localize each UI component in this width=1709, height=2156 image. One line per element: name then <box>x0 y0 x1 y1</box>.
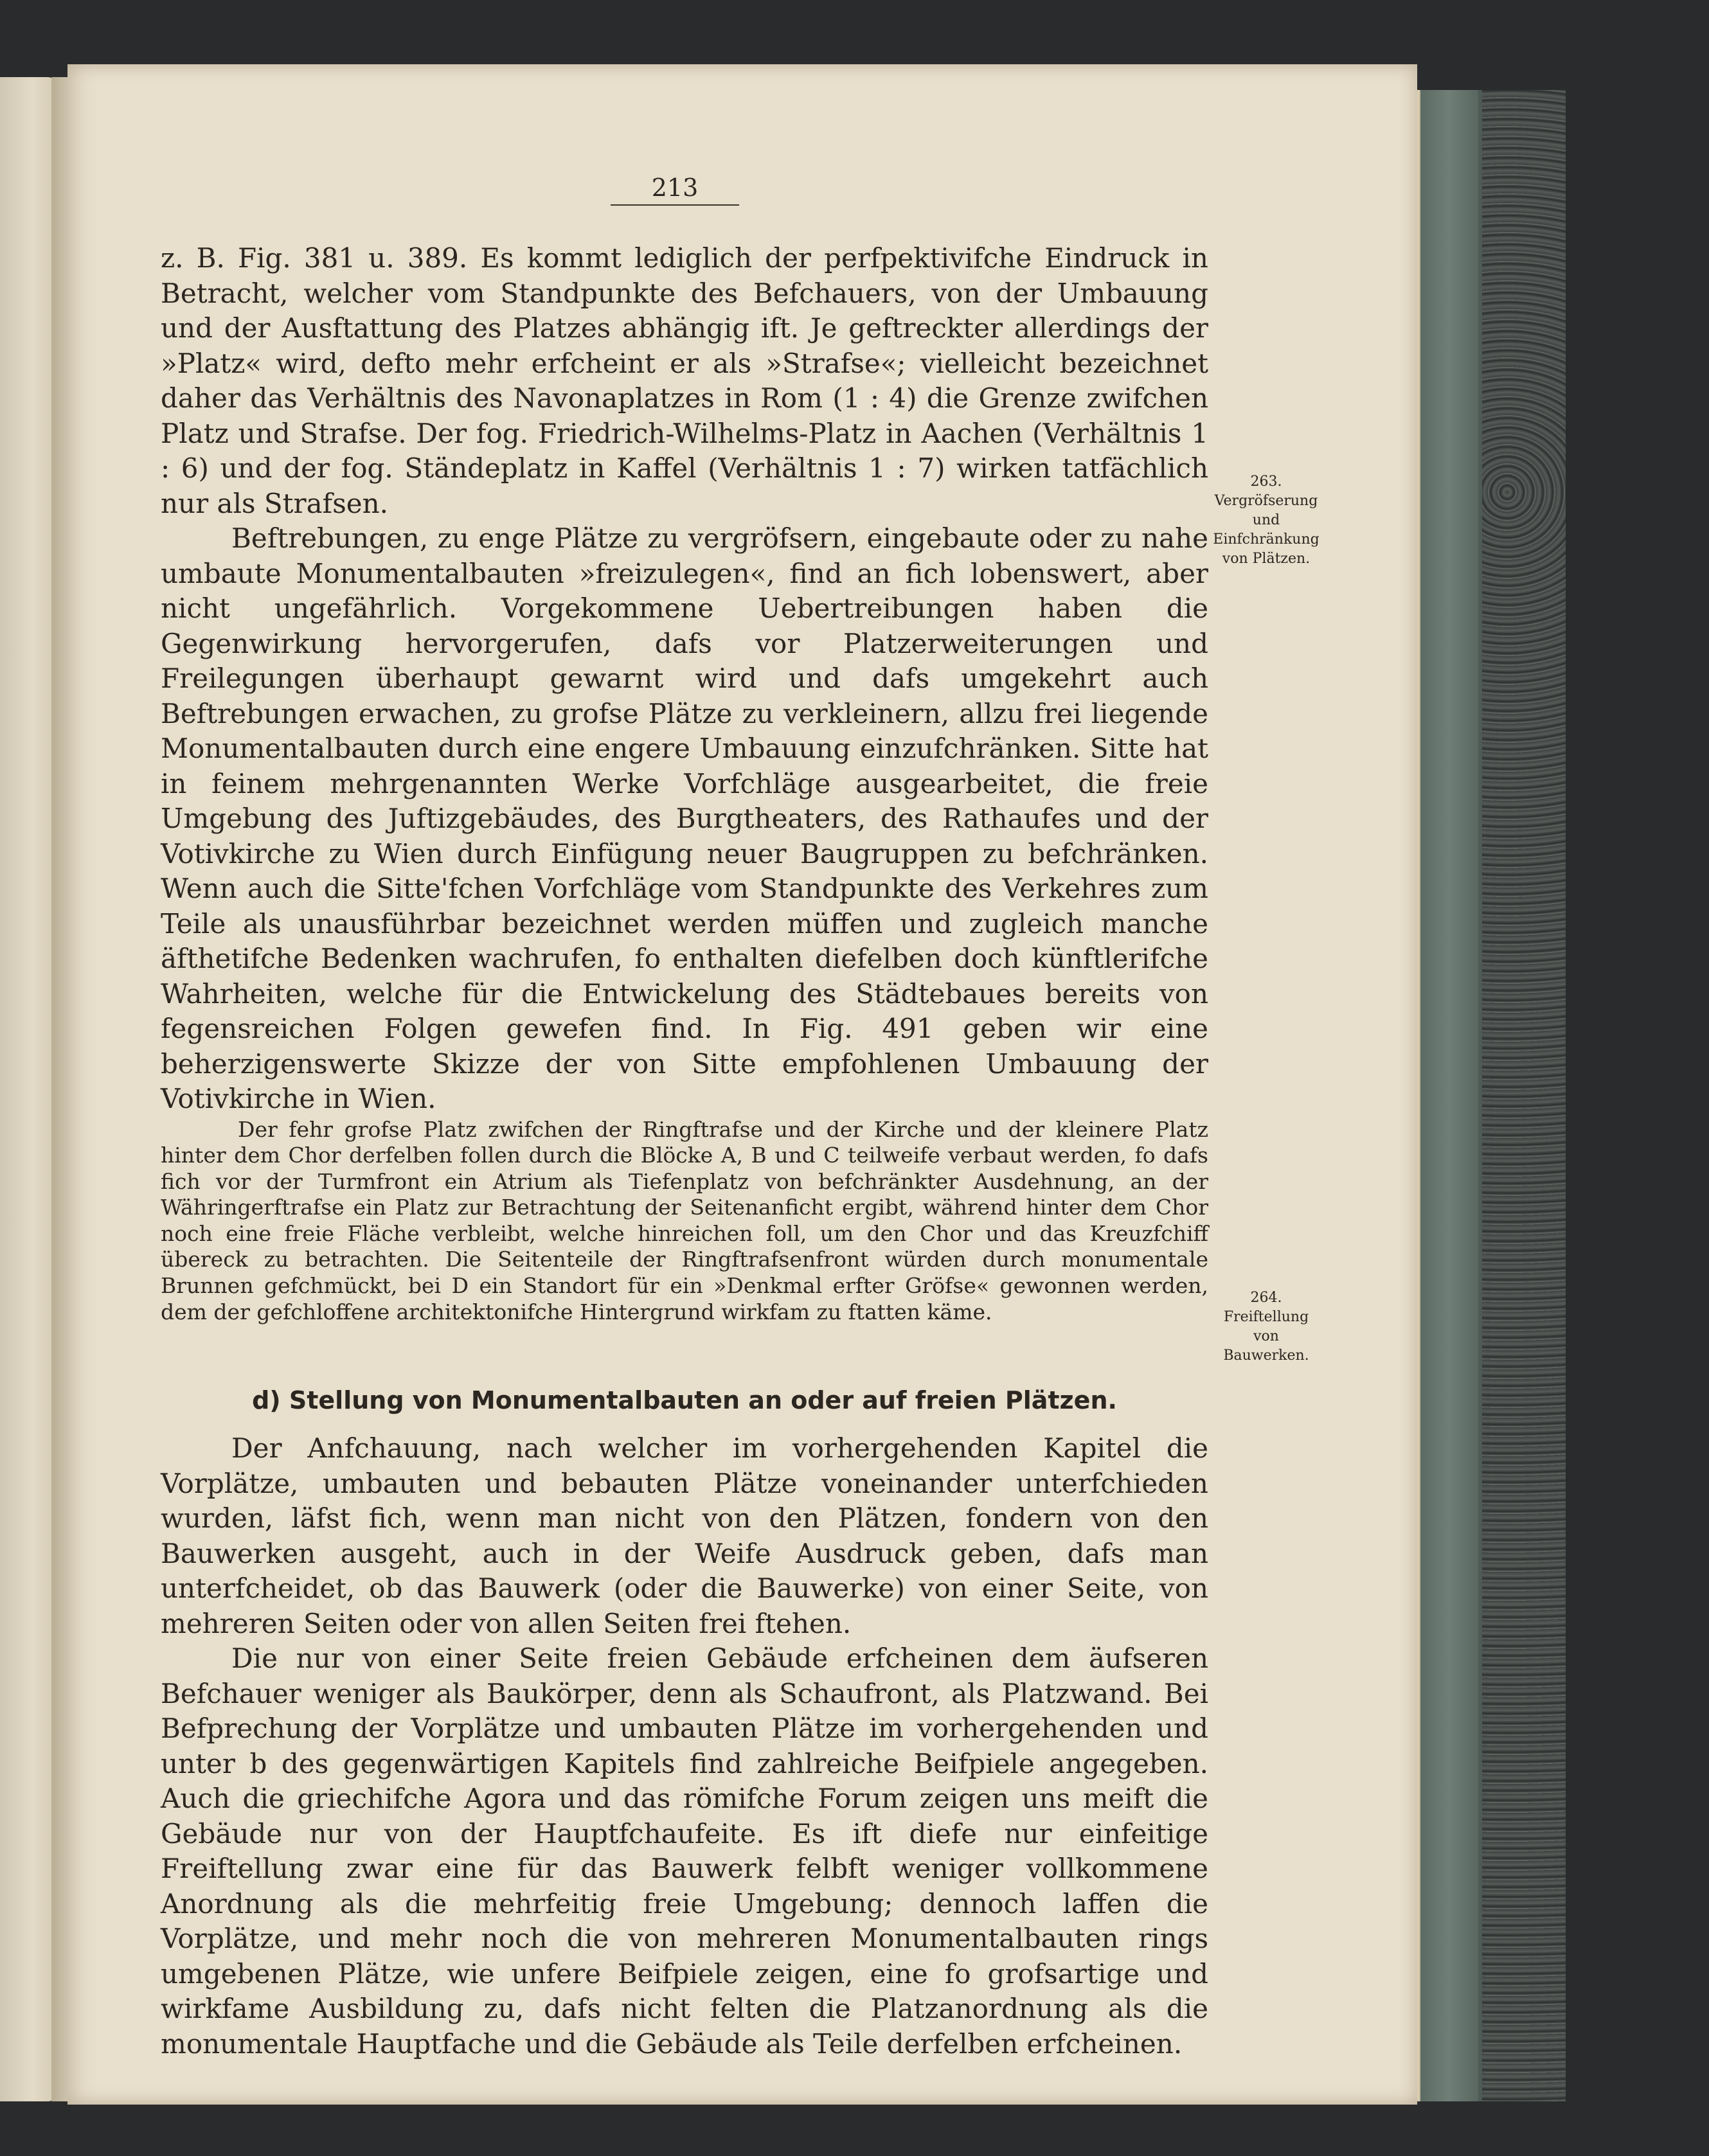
page-number: 213 <box>611 174 739 206</box>
section-heading: d) Stellung von Monumentalbauten an oder auf freien Plätzen. <box>252 1386 1117 1415</box>
previous-page-edge <box>0 77 55 2101</box>
margin-note-263-line2: und <box>1252 512 1280 528</box>
margin-note-264-line1: Freiftellung <box>1223 1309 1309 1325</box>
margin-note-263-number: 263. <box>1250 474 1282 490</box>
marbled-cover <box>1478 90 1566 2101</box>
paragraph-2: Beftrebungen, zu enge Plätze zu vergröfsern, eingebaute oder zu nahe umbaute Monumentalbauten »freizulegen«, find an fich lobenswert, aber nicht ungefährlich. Vorgekommene Uebertreibungen haben die Gegenwirkung hervorgerufen, dafs vor Platzerweiterungen und Freilegungen überhaupt gewarnt wird und dafs umgekehrt auch Beftrebungen erwachen, zu grofse Plätze zu verkleinern, allzu frei liegende Monumentalbauten durch eine engere Umbauung einzufchränken. Sitte hat in feinem mehrgenannten Werke Vorfchläge ausgearbeitet, die freie Umgebung des Juftizgebäudes, des Burgtheaters, des Rathaufes und der Votivkirche zu Wien durch Einfügung neuer Baugruppen zu befchränken. Wenn auch die Sitte'fchen Vorfchläge vom Standpunkte des Verkehres zum Teile als unausführbar bezeichnet werden müffen und zugleich manche äfthetifche Bedenken wachrufen, fo enthalten diefelben doch künftlerifche Wahrheiten, welche für die Entwickelung des Städtebaues bereits von fegensreichen Folgen gewefen find. In Fig. 491 geben wir eine beherzigenswerte Skizze der von Sitte empfohlenen Umbauung der Votivkirche in Wien. <box>161 522 1208 1114</box>
margin-note-264 <box>1202 1288 1330 1366</box>
paragraph-1: z. B. Fig. 381 u. 389. Es kommt lediglich der perfpektivifche Eindruck in Betracht, welcher vom Standpunkte des Befchauers, von der Umbauung und der Ausftattung des Platzes abhängig ift. Je geftreckter allerdings der »Platz« wird, defto mehr erfcheint er als »Strafse«; vielleicht bezeichnet daher das Verhältnis des Navonaplatzes in Rom (1 : 4) die Grenze zwifchen Platz und Strafse. Der fog. Friedrich-Wilhelms-Platz in Aachen (Verhältnis 1 : 6) und der fog. Ständeplatz in Kaffel (Verhältnis 1 : 7) wirken tatfächlich nur als Strafsen. <box>161 242 1208 519</box>
margin-note-263-line4: von Plätzen. <box>1222 551 1311 567</box>
margin-note-264-line2: von <box>1253 1328 1279 1344</box>
margin-note-263-line3: Einfchränkung <box>1213 531 1320 548</box>
margin-note-264-number: 264. <box>1250 1290 1282 1306</box>
main-text <box>161 167 1208 2062</box>
margin-note-264-line3: Bauwerken. <box>1223 1348 1309 1364</box>
paragraph-3: Der Anfchauung, nach welcher im vorhergehenden Kapitel die Vorplätze, umbauten und bebauten Plätze voneinander unterfchieden wurden, läfst fich, wenn man nicht von den Plätzen, fondern von den Bauwerken ausgeht, auch in der Weife Ausdruck geben, dafs man unterfcheidet, ob das Bauwerk (oder die Bauwerke) von einer Seite, von mehreren Seiten oder von allen Seiten frei ftehen. <box>161 1432 1208 1639</box>
paragraph-4: Die nur von einer Seite freien Gebäude erfcheinen dem äufseren Befchauer weniger als Baukörper, denn als Schaufront, als Platzwand. Bei Befprechung der Vorplätze und umbauten Plätze im vorhergehenden und unter b des gegenwärtigen Kapitels find zahlreiche Beifpiele angegeben. Auch die griechifche Agora und das römifche Forum zeigen uns meift die Gebäude nur von der Hauptfchaufeite. Es ift diefe nur einfeitige Freiftellung zwar eine für das Bauwerk felbft weniger vollkommene Anordnung als die mehrfeitig freie Umgebung; dennoch laffen die Vorplätze, und mehr noch die von mehreren Monumentalbauten rings umgebenen Plätze, wie unfere Beifpiele zeigen, eine fo grofsartige und wirkfame Ausbildung zu, dafs nicht felten die Platzanordnung als die monumentale Hauptfache und die Gebäude als Teile derfelben erfcheinen. <box>161 1643 1208 2060</box>
margin-note-263-line1: Vergröfserung <box>1214 493 1318 509</box>
figure-description: Der fehr grofse Platz zwifchen der Ringftrafse und der Kirche und der kleinere Platz hinter dem Chor derfelben follen durch die Blöcke A, B und C teilweife verbaut werden, fo dafs fich vor der Turmfront ein Atrium als Tiefenplatz von befchränkter Ausdehnung, an der Währingerftrafse ein Platz zur Betrachtung der Seitenanficht ergibt, während hinter dem Chor noch eine freie Fläche verbleibt, welche hinreichen foll, um den Chor und das Kreuzfchiff übereck zu betrachten. Die Seitenteile der Ringftrafsenfront würden durch monumentale Brunnen gefchmückt, bei D ein Standort für ein »Denkmal erfter Gröfse« gewonnen werden, dem der gefchloffene architektonifche Hintergrund wirkfam zu ftatten käme. <box>161 1116 1208 1324</box>
margin-note-263 <box>1202 472 1330 569</box>
